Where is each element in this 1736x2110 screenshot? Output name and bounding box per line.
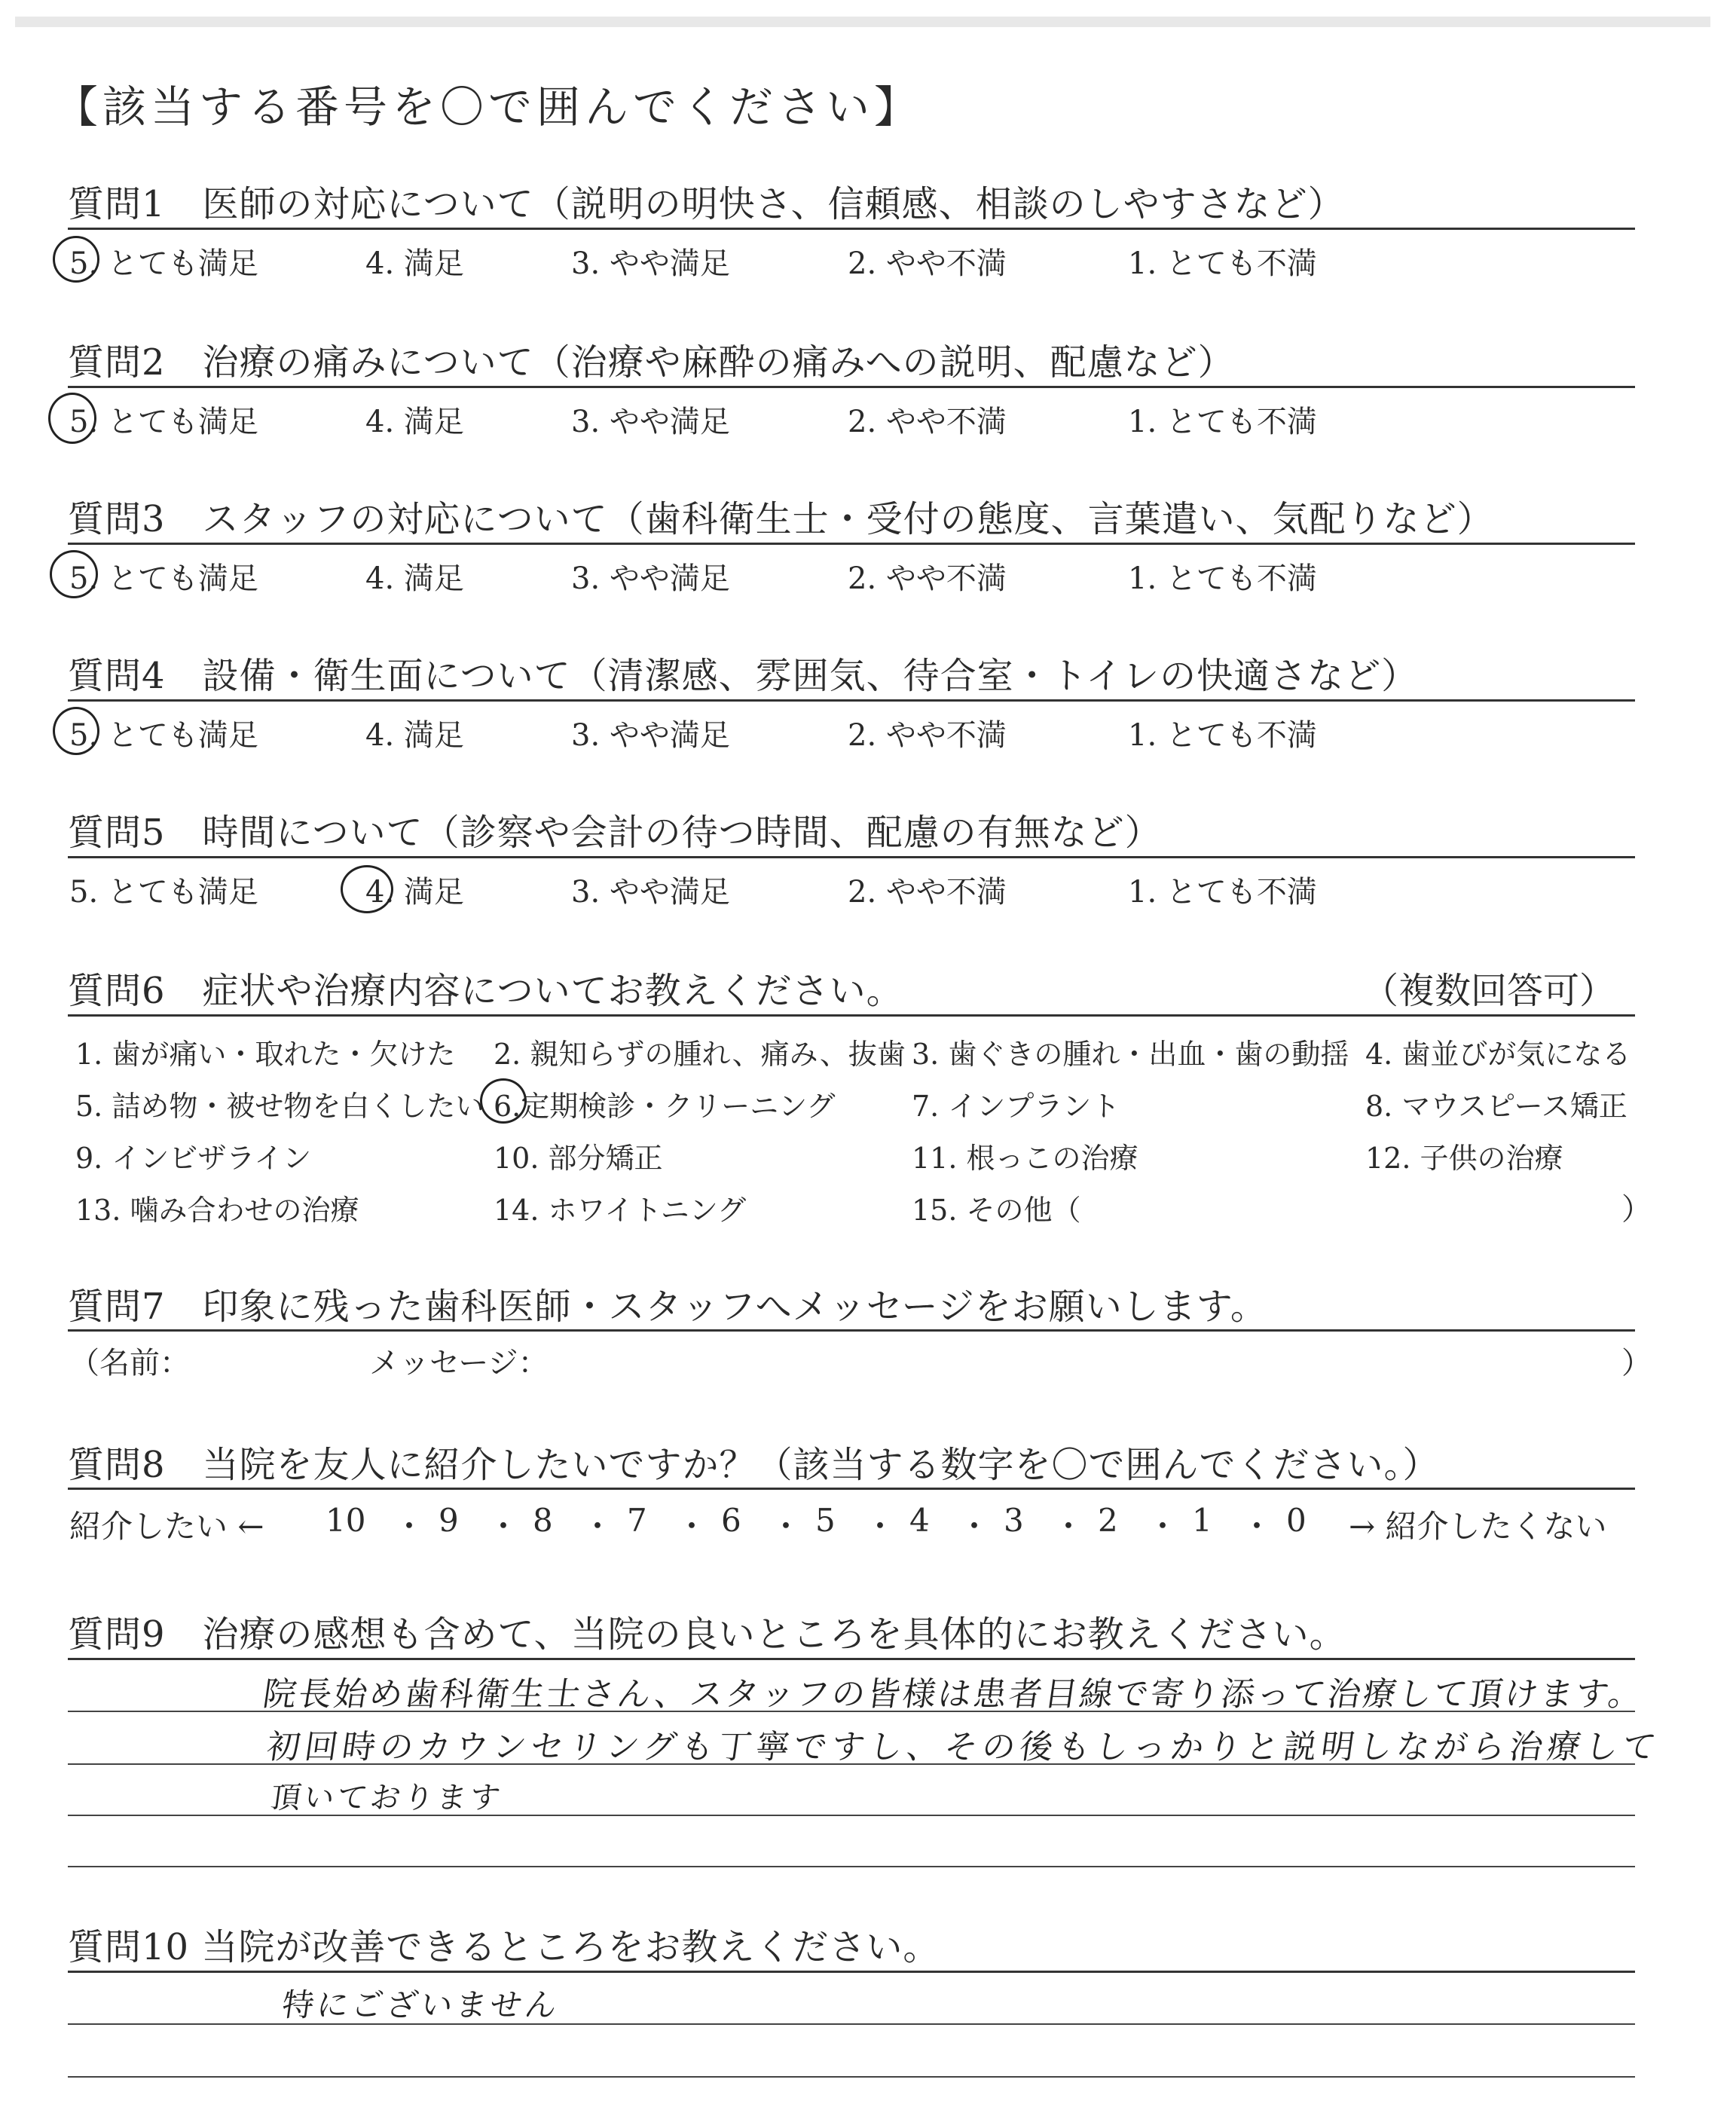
recommend-10[interactable]: 10 — [326, 1502, 366, 1539]
recommend-dot: ・ — [864, 1508, 897, 1545]
symptom-4[interactable]: 4. 歯並びが気になる — [1365, 1038, 1631, 1071]
symptom-8[interactable]: 8. マウスピース矯正 — [1365, 1090, 1628, 1123]
q1-option-3[interactable]: 3. やや満足 — [571, 246, 730, 281]
symptom-11[interactable]: 11. 根っこの治療 — [912, 1142, 1138, 1175]
q1-option-5[interactable]: 5. とても満足 — [69, 246, 258, 281]
question-6-note: （複数回答可） — [1362, 970, 1615, 1012]
q3-option-1[interactable]: 1. とても不満 — [1128, 561, 1317, 596]
q2-option-5[interactable]: 5. とても満足 — [69, 405, 258, 439]
recommend-1[interactable]: 1 — [1192, 1502, 1212, 1539]
symptom-5[interactable]: 5. 詰め物・被せ物を白くしたい — [75, 1090, 484, 1123]
question-1-rule — [68, 228, 1635, 230]
symptom-10[interactable]: 10. 部分矯正 — [494, 1142, 663, 1175]
recommend-dot: ・ — [582, 1508, 614, 1545]
q4-option-3[interactable]: 3. やや満足 — [571, 718, 730, 753]
q1-selected-circle — [53, 236, 99, 283]
q5-option-1[interactable]: 1. とても不満 — [1128, 875, 1317, 910]
q1-option-4[interactable]: 4. 満足 — [365, 246, 464, 281]
recommend-9[interactable]: 9 — [439, 1502, 459, 1539]
symptom-12[interactable]: 12. 子供の治療 — [1365, 1142, 1563, 1175]
q9-answer-line-1: 院長始め歯科衛生士さん、スタッフの皆様は患者目線で寄り添って治療して頂けます。 — [260, 1675, 1647, 1714]
recommend-7[interactable]: 7 — [627, 1502, 647, 1539]
question-9-title: 質問9 治療の感想も含めて、当院の良いところを具体的にお教えください。 — [68, 1613, 1346, 1656]
q5-option-2[interactable]: 2. やや不満 — [848, 875, 1007, 910]
q5-option-5[interactable]: 5. とても満足 — [69, 875, 258, 910]
question-4-rule — [68, 699, 1635, 702]
symptom-15-close-paren: ） — [1621, 1192, 1652, 1227]
question-4-title: 質問4 設備・衛生面について（清潔感、雰囲気、待合室・トイレの快適さなど） — [68, 655, 1419, 697]
symptom-13[interactable]: 13. 噛み合わせの治療 — [75, 1194, 359, 1227]
question-5-title: 質問5 時間について（診察や会計の待つ時間、配慮の有無など） — [68, 812, 1162, 854]
q4-option-5[interactable]: 5. とても満足 — [69, 718, 258, 753]
q2-option-4[interactable]: 4. 満足 — [365, 405, 464, 439]
question-1-title: 質問1 医師の対応について（説明の明快さ、信頼感、相談のしやすさなど） — [68, 183, 1345, 225]
q9-answer-line-3: 頂いております — [268, 1781, 506, 1815]
q2-option-2[interactable]: 2. やや不満 — [848, 405, 1007, 439]
q2-option-1[interactable]: 1. とても不満 — [1128, 405, 1317, 439]
q4-option-1[interactable]: 1. とても不満 — [1128, 718, 1317, 753]
answer-line — [68, 1866, 1635, 1867]
q4-option-4[interactable]: 4. 満足 — [365, 718, 464, 753]
q9-answer-line-2: 初回時のカウンセリングも丁寧ですし、その後もしっかりと説明しながら治療して — [264, 1728, 1664, 1766]
question-2-title: 質問2 治療の痛みについて（治療や麻酔の痛みへの説明、配慮など） — [68, 341, 1235, 384]
q1-option-2[interactable]: 2. やや不満 — [848, 246, 1007, 281]
symptom-7[interactable]: 7. インプラント — [912, 1090, 1120, 1123]
recommend-left-label: 紹介したい ← — [69, 1508, 264, 1545]
question-10-title: 質問10 当院が改善できるところをお教えください。 — [68, 1926, 940, 1968]
q3-selected-circle — [50, 550, 98, 598]
question-8-title: 質問8 当院を友人に紹介したいですか？（該当する数字を〇で囲んでください。） — [68, 1444, 1440, 1486]
recommend-0[interactable]: 0 — [1286, 1502, 1307, 1539]
recommend-dot: ・ — [1241, 1508, 1273, 1545]
answer-line — [68, 2076, 1635, 2078]
symptom-14[interactable]: 14. ホワイトニング — [494, 1194, 747, 1227]
recommend-dot: ・ — [1147, 1508, 1179, 1545]
recommend-dot: ・ — [676, 1508, 708, 1545]
recommend-dot: ・ — [770, 1508, 802, 1545]
page-title: 【該当する番号を〇で囲んでください】 — [54, 81, 923, 133]
scan-top-edge — [15, 17, 1710, 27]
recommend-dot: ・ — [393, 1508, 426, 1545]
q5-option-4[interactable]: 4. 満足 — [365, 875, 464, 910]
recommend-2[interactable]: 2 — [1098, 1502, 1118, 1539]
question-9-rule — [68, 1658, 1635, 1660]
symptom-2[interactable]: 2. 親知らずの腫れ、痛み、抜歯 — [494, 1038, 906, 1071]
recommend-8[interactable]: 8 — [533, 1502, 553, 1539]
q2-selected-circle — [48, 393, 96, 444]
question-7-title: 質問7 印象に残った歯科医師・スタッフへメッセージをお願いします。 — [68, 1286, 1267, 1328]
message-close-paren: ） — [1621, 1346, 1652, 1381]
recommend-dot: ・ — [958, 1508, 991, 1545]
recommend-4[interactable]: 4 — [909, 1502, 930, 1539]
question-3-title: 質問3 スタッフの対応について（歯科衛生士・受付の態度、言葉遣い、気配りなど） — [68, 498, 1494, 540]
name-label: （名前： — [69, 1346, 190, 1381]
q4-option-2[interactable]: 2. やや不満 — [848, 718, 1007, 753]
question-6-rule — [68, 1014, 1635, 1017]
q10-answer: 特にございません — [280, 1986, 563, 2023]
q4-selected-circle — [53, 707, 99, 755]
question-5-rule — [68, 856, 1635, 858]
recommend-3[interactable]: 3 — [1004, 1502, 1024, 1539]
recommend-dot: ・ — [487, 1508, 520, 1545]
q3-option-2[interactable]: 2. やや不満 — [848, 561, 1007, 596]
message-label: メッセージ： — [369, 1346, 549, 1381]
symptom-1[interactable]: 1. 歯が痛い・取れた・欠けた — [75, 1038, 456, 1071]
question-7-rule — [68, 1329, 1635, 1332]
question-8-rule — [68, 1488, 1635, 1490]
q3-option-3[interactable]: 3. やや満足 — [571, 561, 730, 596]
symptom-6[interactable]: 6.定期検診・クリーニング — [494, 1090, 836, 1123]
symptom-6-selected-circle — [480, 1078, 527, 1124]
symptom-15[interactable]: 15. その他（ — [912, 1194, 1081, 1227]
symptom-9[interactable]: 9. インビザライン — [75, 1142, 312, 1175]
q2-option-3[interactable]: 3. やや満足 — [571, 405, 730, 439]
symptom-3[interactable]: 3. 歯ぐきの腫れ・出血・歯の動揺 — [912, 1038, 1349, 1071]
recommend-dot: ・ — [1053, 1508, 1085, 1545]
q3-option-4[interactable]: 4. 満足 — [365, 561, 464, 596]
question-2-rule — [68, 386, 1635, 388]
q3-option-5[interactable]: 5. とても満足 — [69, 561, 258, 596]
q1-option-1[interactable]: 1. とても不満 — [1128, 246, 1317, 281]
recommend-right-label: → 紹介したくない — [1349, 1508, 1607, 1545]
question-6-title: 質問6 症状や治療内容についてお教えください。 — [68, 970, 903, 1012]
q5-option-3[interactable]: 3. やや満足 — [571, 875, 730, 910]
q5-selected-circle — [341, 865, 393, 913]
recommend-6[interactable]: 6 — [721, 1502, 741, 1539]
question-10-rule — [68, 1971, 1635, 1973]
question-3-rule — [68, 543, 1635, 545]
recommend-5[interactable]: 5 — [815, 1502, 836, 1539]
